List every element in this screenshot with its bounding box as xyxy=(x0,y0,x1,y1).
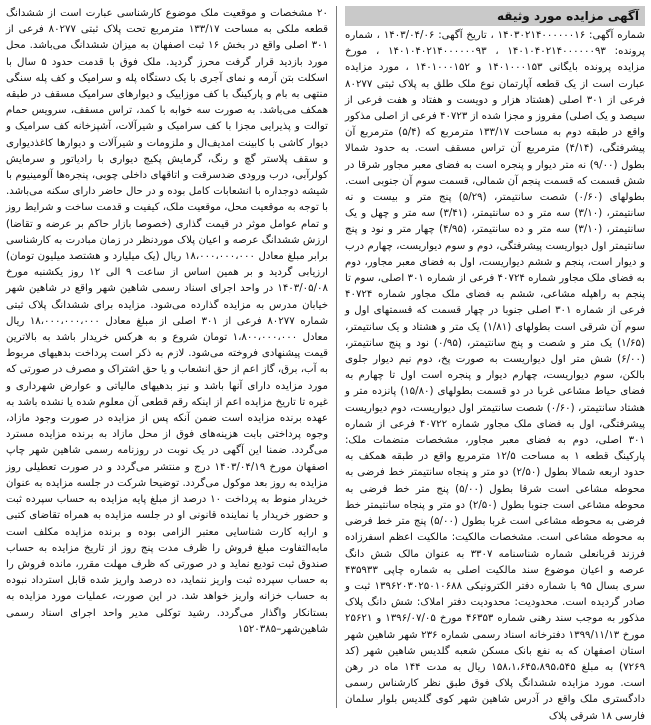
right-column-text: شماره آگهی: ۱۴۰۳۰۲۱۴۰۰۰۰۰۰۱۶ ، تاریخ آگهی: ۱۴۰۳/۰۴/۰۶ ، شماره پرونده: ۱۴۰۱۰۴۰۲۱۴۰۰۰۰۰۰۹۳ ، ۱۴۰۱۰۴۰۲۱۴۰۰۰۰۰۰۹۳ ، مورخ مزایده پرونده بایگانی ۱۴۰۱۰۰۰۱۵۳ و ۱۴۰۱۰۰۰۱۵۲ ، مورد مزایده عبارت است از یک قطعه آپارتمان نوع ملک طلق به پلاک ثبتی ۸۰۲۷۷ فرعی از ۳۰۱ اصلی (هشتاد هزار و دویست و هفتاد و هفت فرعی از سیصد و یک اصلی) مفروز و مجزا شده از ۴۰۷۲۳ فرعی از اصلی مذکور واقع در طبقه دوم به مساحت ۱۳۳/۱۷ مترمربع که (۵/۴) مترمربع آن پیشرفتگی، (۴/۱۴) مترمربع آن تراس مسقف است. به حدود شمالا بطول (۹/۰۰) نه متر دیوار و پنجره است به فضای معبر مجاور شرقا در شش قسمت که قسمت پنجم آن شمالی، قسمت سوم آن جنوبی است. بطولهای (۰/۶۰) شصت سانتیمتر، (۵/۲۹) پنج متر و بیست و نه سانتیمتر، (۳/۱۰) سه متر و ده سانتیمتر، (۳/۴۱) سه متر و چهل و یک سانتیمتر، (۳/۱۰) سه متر و ده سانتیمتر، (۴/۹۵) چهار متر و نود و پنج سانتیمتر اول دیواریست پیشرفتگی، دوم و سوم دیواریست، چهارم درب و دیوار است، پنجم و ششم دیواریست، اول به فضای معبر مجاور، دوم به فضای ملک مجاور شماره ۴۰۷۲۴ فرعی از شماره ۳۰۱ اصلی، سوم تا پنجم به راهپله مشاعی، ششم به فضای ملک مجاور شماره ۴۰۷۲۴ فرعی از شماره ۳۰۱ اصلی جنوبا در چهار قسمت که قسمتهای اول و سوم آن شرقی است بطولهای (۱/۸۱) یک متر و هشتاد و یک سانتیمتر، (۱/۶۵) یک متر و شصت و پنج سانتیمتر، (۰/۹۵) نود و پنج سانتیمتر، (۶/۰۰) شش متر اول دیواریست به صورت پخ، دوم نیم دیوار جلوی بالکن، سوم دیواریست، چهارم دیوار و پنجره است اول تا چهارم به فضای حیاط مشاعی غربا در دو قسمت بطولهای (۱۵/۸۰) پانزده متر و هشتاد سانتیمتر، (۰/۶۰) شصت سانتیمتر اول دیواریست، دوم دیواریست پیشرفتگی، اول به فضای ملک مجاور شماره ۴۰۷۲۲ فرعی از شماره ۳۰۱ اصلی، دوم به فضای معبر مجاور، مشخصات منضمات ملک: پارکینگ قطعه ۱ به مساحت ۱۲/۵ مترمربع واقع در طبقه همکف به حدود اربعه شمالا بطول (۲/۵۰) دو متر و پنجاه سانتیمتر خط فرضی به محوطه مشاعی است شرقا بطول (۵/۰۰) پنج متر خط فرضی به محوطه مشاعی است جنوبا بطول (۲/۵۰) دو متر و پنجاه سانتیمتر خط فرضی به محوطه مشاعی است غربا بطول (۵/۰۰) پنج متر خط فرضی به محوطه مشاعی است. مشخصات مالکیت: مالکیت اعظم اسفرزاده فرزند قربانعلی شماره شناسنامه ۳۳۰۷ به عنوان مالک شش دانگ عرصه و اعیان موضوع سند مالکیت اصلی به شماره چاپی ۴۳۵۹۳۳ سری بسال ۹۵ با شماره دفتر الکترونیکی ۱۳۹۶۲۰۳۰۲۵۰۱۰۶۸۸ ثبت و صادر گردیده است. محدودیت: محدودیت دفتر املاک: شش دانگ پلاک مذکور به موجب سند رهنی شماره ۴۶۳۵۳ مورخ ۱۳۹۶/۰۷/۰۵ و ۲۵۶۲۱ مورخ ۱۳۹۹/۱۱/۱۳ دفترخانه اسناد رسمی شماره ۲۳۶ شهر شاهین شهر استان اصفهان که به نفع بانک مسکن شعبه گلدیس شاهین شهر (کد ۷۲۶۹) به مبلغ ۱۵۸،۱،۶۴۵،۸۹۵،۵۴۵ ریال به مدت ۱۴۴ ماه در رهن است. مورد مزایده ششدانگ پلاک فوق طبق نظر کارشناس رسمی دادگستری ملک واقع در آدرس شاهین شهر کوی گلدیس بلوار سلمان فارسی ۱۸ شرقی پلاک xyxy=(345,30,646,722)
notice-left-column xyxy=(6,6,336,708)
notice-right-column xyxy=(336,6,646,722)
notice-title: آگهی مزایده مورد وثیقه xyxy=(345,6,645,26)
left-column-text: ۲۰ مشخصات و موقعیت ملک موضوع کارشناسی عبارت است از ششدانگ قطعه ملکی به مساحت ۱۳۳/۱۷ مترمربع تحت پلاک ثبتی ۸۰۲۷۷ فرعی از ۳۰۱ اصلی واقع در بخش ۱۶ ثبت اصفهان به میزان ششدانگ می‌باشد. محل مورد بازدید قرار گرفت محرز گردید. ملک فوق با قدمت حدود ۵ سال با اسکلت بتن آرمه و نمای آجری با یک دستگاه پله و سرامیک و کف پله سنگی منتهی به بام و پارکینگ با کف موزاییک و دیوارهای سرامیک مسقف در طبقه همکف می‌باشد. به صورت سه خوابه با کمد، تراس مسقف، سرویس حمام توالت و پذیرایی مجزا با کف سرامیک و شیرآلات، آشپزخانه کف سرامیک و دیوار کاشی با کابینت امدیف‌ال و ملزومات و شیرآلات و دیوارها کاغذدیواری و سقف پلاستر گچ و رنگ، گرمایش پکیج دیواری با رادیاتور و سرمایش کولرآبی، درب ورودی ضدسرقت و اتاقهای داخلی چوبی، پنجره‌ها آلومینیوم با شیشه دوجداره با انشعابات کامل بوده و در حال حاضر دارای سکنه می‌باشد. با توجه به موقعیت محل، موقعیت ملک، کیفیت و قدمت ساخت و شرایط روز و تمام عوامل موثر در قیمت گذاری (خصوصا بازار حاکم بر عرضه و تقاضا) ارزش ششدانگ عرصه و اعیان پلاک موردنظر در زمان مبادرت به کارشناسی برابر مبلغ معادل ۱۸،۰۰۰،۰۰۰،۰۰۰ ریال (یک میلیارد و هشتصد میلیون تومان) ارزیابی گردید و بر همین اساس از ساعت ۹ الی ۱۲ روز یکشنبه مورخ ۱۴۰۳/۰۵/۰۸ در واحد اجرای اسناد رسمی شاهین شهر واقع در شاهین شهر خیابان مدرس به مزایده گذارده می‌شود. مزایده برای ششدانگ پلاک ثبتی شماره ۸۰۲۷۷ فرعی از ۳۰۱ اصلی از مبلغ معادل ۱۸،۰۰۰،۰۰۰،۰۰۰ ریال معادل ۱،۸۰۰،۰۰۰،۰۰۰ تومان شروع و به هرکس خریدار باشد به بالاترین قیمت پیشنهادی فروخته می‌شود. لازم به ذکر است پرداخت بدهیهای مربوط به آب، برق، گاز اعم از حق انشعاب و یا حق اشتراک و مصرف در صورتی که مورد مزایده دارای آنها باشد و نیز بدهیهای مالیاتی و عوارض شهرداری و غیره تا تاریخ مزایده اعم از اینکه رقم قطعی آن معلوم شده یا نشده باشد به عهده برنده مزایده است ضمن آنکه پس از مزایده در صورت وجود مازاد، وجوه پرداختی بابت هزینه‌های فوق از محل مازاد به برنده مزایده مسترد می‌گردد. ضمنا این آگهی در یک نوبت در روزنامه رسمی شاهین شهر چاپ اصفهان مورخ ۱۴۰۳/۰۴/۱۹ درج و منتشر می‌گردد و در صورت تعطیلی روز مزایده به روز بعد موکول می‌گردد. توضیحا شرکت در جلسه مزایده به عنوان خریدار منوط به پرداخت ۱۰ درصد از مبلغ پایه مزایده به حساب سپرده ثبت و حضور خریدار یا نماینده قانونی او در جلسه مزایده به همراه تقاضای کتبی و ارایه کارت شناسایی معتبر الزامی بوده و برنده مزایده مکلف است مابه‌التفاوت مبلغ فروش را ظرف مدت پنج روز از تاریخ مزایده به حساب صندوق ثبت تودیع نماید و در صورتی که ظرف مهلت مقرر، مانده فروش را به حساب سپرده ثبت واریز ننماید، ده درصد واریز شده قابل استرداد نبوده به حساب خزانه واریز خواهد شد. در این صورت، عملیات مورد مزایده به بستانکار واگذار می‌گردد. رشید توکلی مدیر واحد اجرای اسناد رسمی شاهین‌شهر–۱۵۲۰۳۸۵ xyxy=(6,8,329,635)
